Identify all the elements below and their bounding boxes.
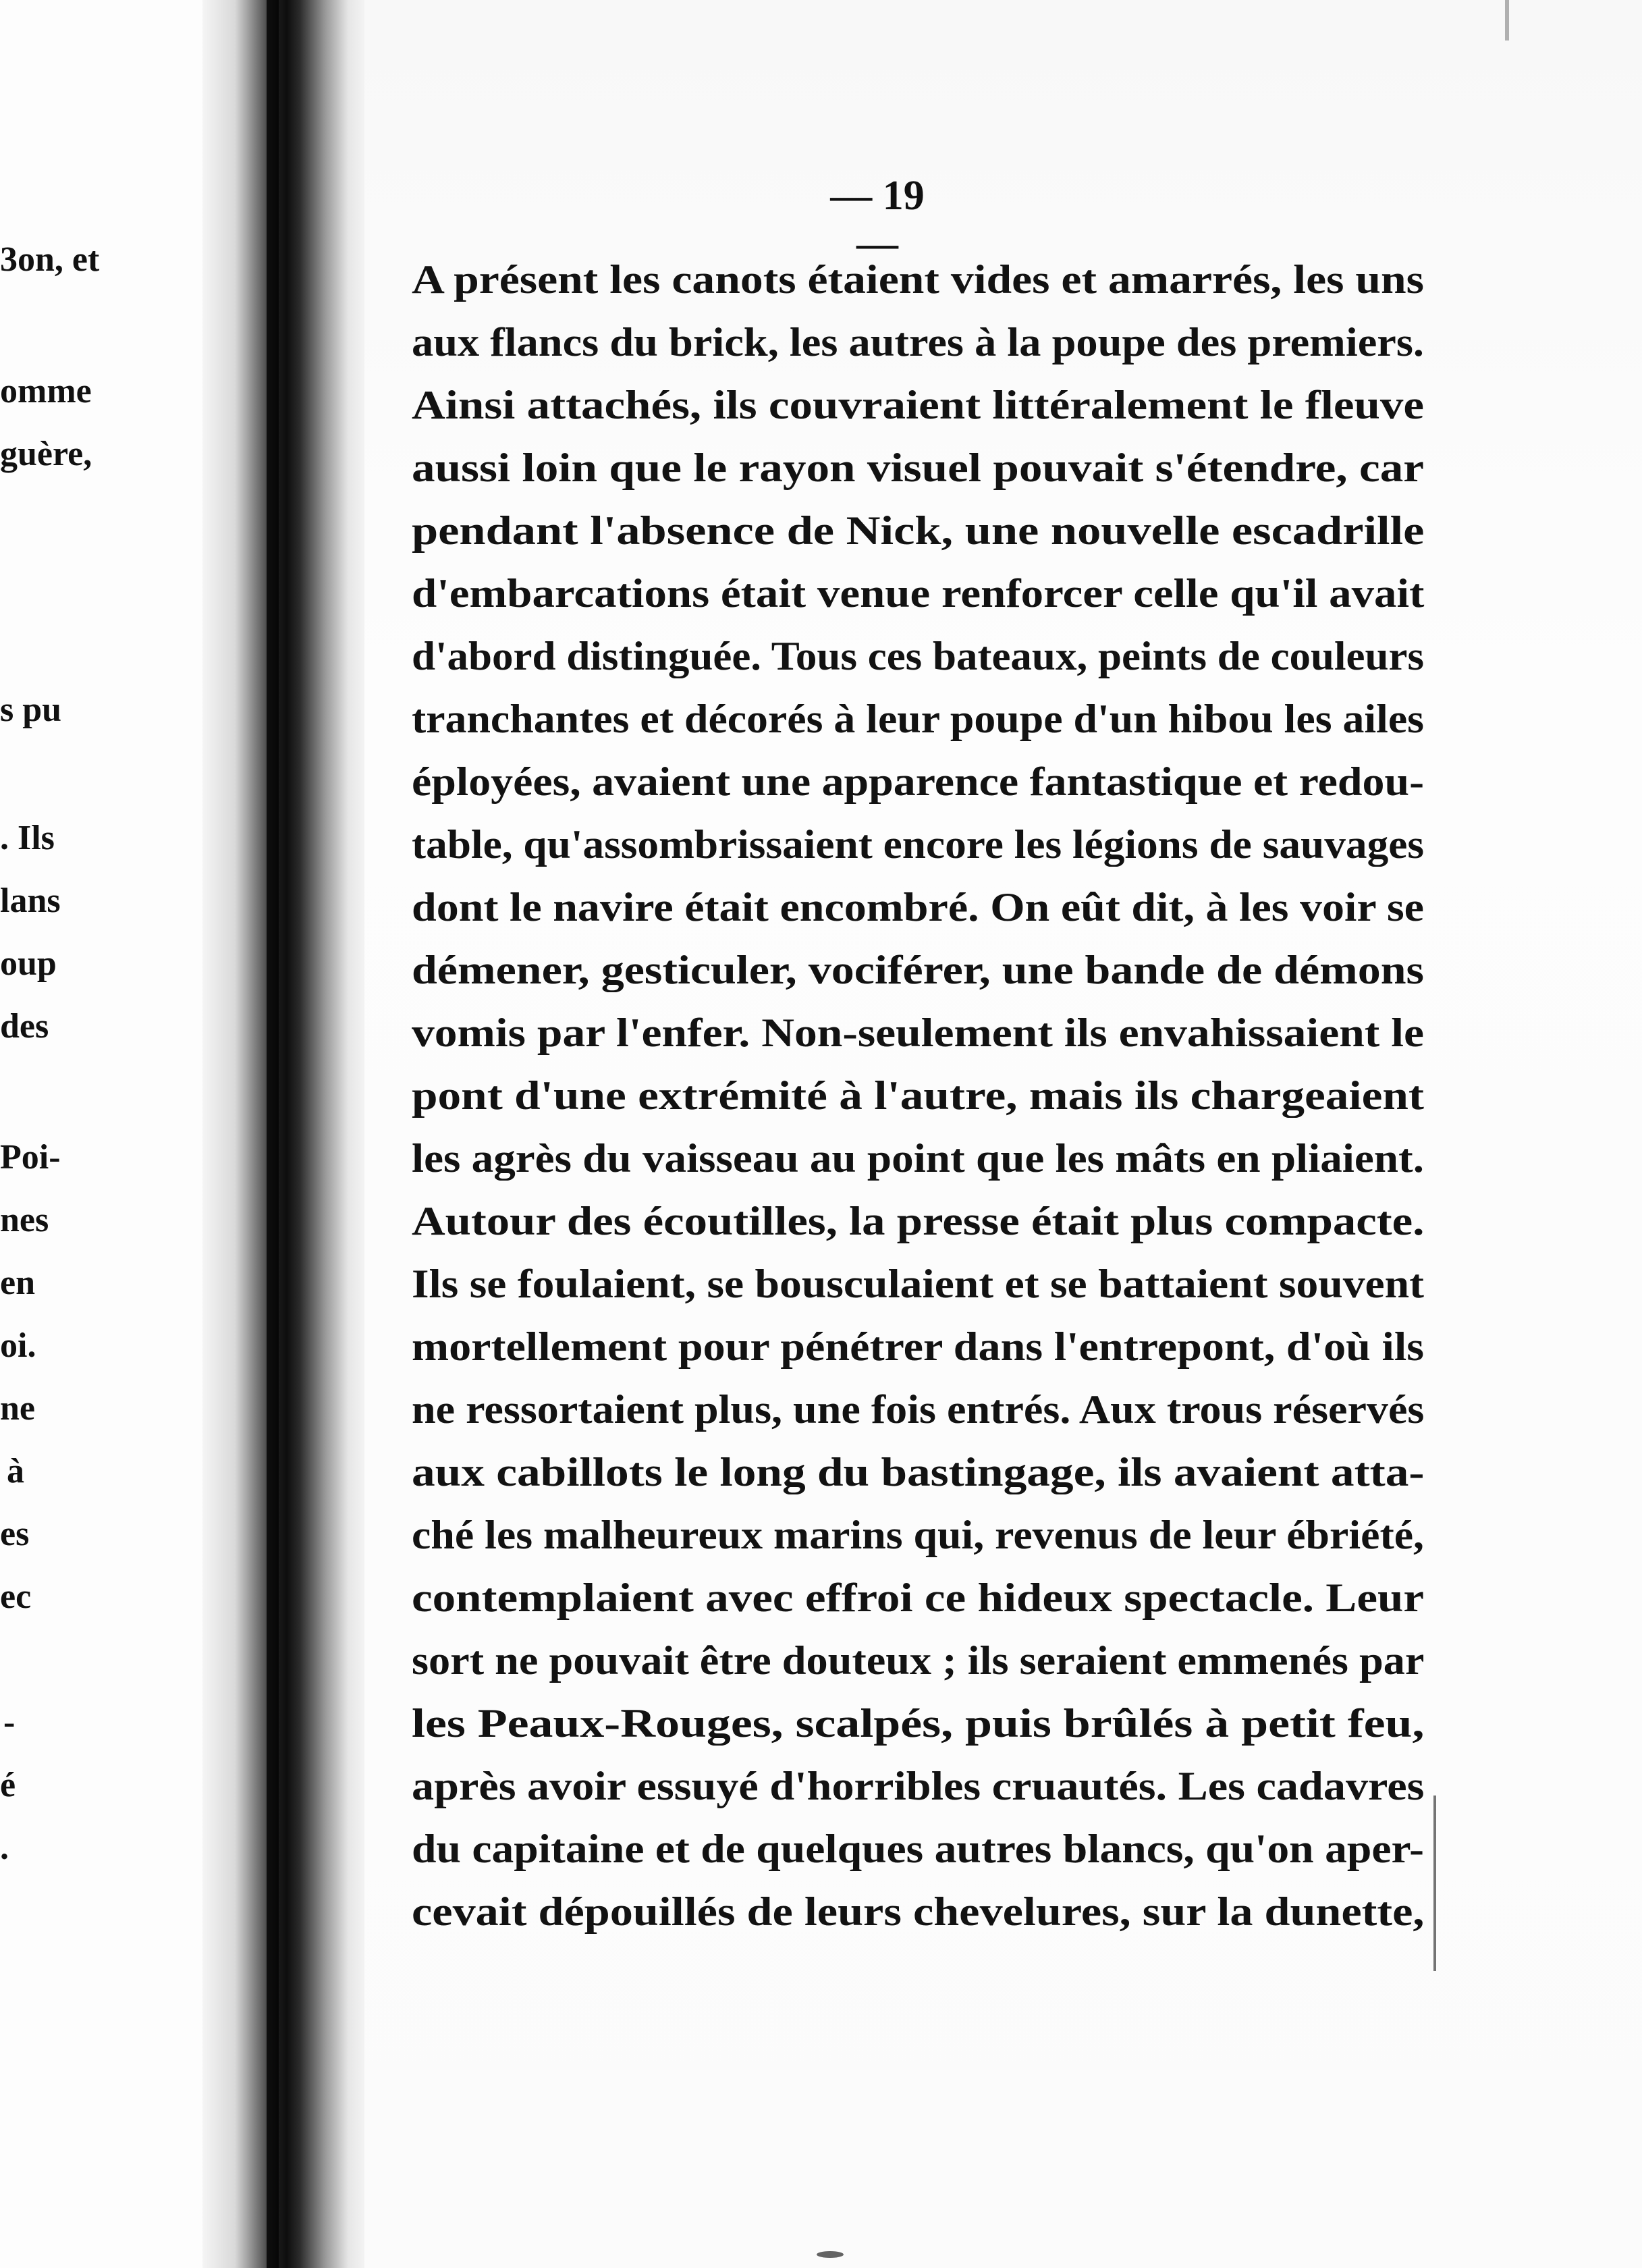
- text-line: table, qu'assombrissaient encore les légions de sauvages: [412, 822, 1424, 867]
- text-line: contemplaient avec effroi ce hideux spectacle. Leur: [412, 1575, 1424, 1620]
- text-line: démener, gesticuler, vociférer, une bande de démons: [412, 948, 1424, 992]
- left-fragment-line: à: [7, 1452, 24, 1490]
- text-line: ché les malheureux marins qui, revenus de leur ébriété,: [412, 1513, 1424, 1557]
- text-line: d'embarcations était venue renforcer celle qu'il avait: [412, 571, 1425, 616]
- left-fragment-line: en: [0, 1264, 35, 1302]
- scan-artifact: [817, 2251, 844, 2258]
- text-line: cevait dépouillés de leurs chevelures, sur la dunette,: [412, 1889, 1425, 1934]
- text-line: mortellement pour pénétrer dans l'entrepont, d'où ils: [412, 1324, 1424, 1369]
- left-fragment-line: guère,: [0, 435, 92, 473]
- left-fragment-line: é: [0, 1766, 16, 1804]
- left-fragment-line: . Ils: [0, 819, 55, 857]
- page-number: — 19 —: [830, 173, 925, 267]
- text-line: du capitaine et de quelques autres blancs, qu'on aper-: [412, 1827, 1424, 1871]
- text-line: sort ne pouvait être douteux ; ils seraient emmenés par: [412, 1638, 1425, 1683]
- left-fragment-line: -: [3, 1703, 16, 1742]
- text-line: vomis par l'enfer. Non-seulement ils envahissaient le: [412, 1010, 1424, 1055]
- left-fragment-line: .: [0, 1829, 9, 1867]
- left-fragment-line: es: [0, 1515, 30, 1553]
- left-fragment-line: lans: [0, 882, 61, 920]
- book-gutter: [202, 0, 364, 2268]
- left-fragment-line: oi.: [0, 1326, 36, 1365]
- text-line: pendant l'absence de Nick, une nouvelle escadrille: [412, 508, 1425, 553]
- left-fragment-line: omme: [0, 372, 92, 410]
- left-fragment-line: oup: [0, 944, 57, 983]
- text-line: aux cabillots le long du bastingage, ils avaient atta-: [412, 1450, 1425, 1494]
- text-line: pont d'une extrémité à l'autre, mais ils chargeaient: [412, 1073, 1424, 1118]
- left-fragment-line: ne: [0, 1389, 35, 1428]
- gutter-shadow: [267, 0, 279, 2268]
- left-fragment-line: nes: [0, 1201, 49, 1239]
- text-line: dont le navire était encombré. On eût dit, à les voir se: [412, 885, 1424, 929]
- text-line: d'abord distinguée. Tous ces bateaux, peints de couleurs: [412, 634, 1424, 678]
- text-line: les Peaux-Rouges, scalpés, puis brûlés à petit feu,: [412, 1701, 1425, 1746]
- text-line: aux flancs du brick, les autres à la poupe des premiers.: [412, 320, 1424, 364]
- text-line: Ils se foulaient, se bousculaient et se battaient souvent: [412, 1262, 1424, 1306]
- text-line: éployées, avaient une apparence fantastique et redou-: [412, 759, 1425, 804]
- scan-artifact: [1505, 0, 1509, 40]
- text-line: aussi loin que le rayon visuel pouvait s'étendre, car: [412, 446, 1424, 490]
- text-line: Ainsi attachés, ils couvraient littéralement le fleuve: [412, 383, 1424, 427]
- text-line: les agrès du vaisseau au point que les mâts en pliaient.: [412, 1136, 1424, 1181]
- text-line: A présent les canots étaient vides et amarrés, les uns: [412, 257, 1424, 302]
- text-line: tranchantes et décorés à leur poupe d'un hibou les ailes: [412, 697, 1424, 741]
- text-line: ne ressortaient plus, une fois entrés. Aux trous réservés: [412, 1387, 1425, 1432]
- scan-artifact: [1424, 1796, 1436, 1971]
- left-fragment-line: Poi-: [0, 1138, 61, 1177]
- text-line: après avoir essuyé d'horribles cruautés. Les cadavres: [412, 1764, 1425, 1808]
- left-fragment-line: ec: [0, 1577, 32, 1616]
- left-fragment-line: s pu: [0, 691, 62, 729]
- body-text: [412, 248, 1424, 1943]
- left-fragment-line: des: [0, 1007, 49, 1046]
- text-line: Autour des écoutilles, la presse était plus compacte.: [412, 1199, 1425, 1243]
- left-fragment-line: 3on, et: [0, 240, 100, 279]
